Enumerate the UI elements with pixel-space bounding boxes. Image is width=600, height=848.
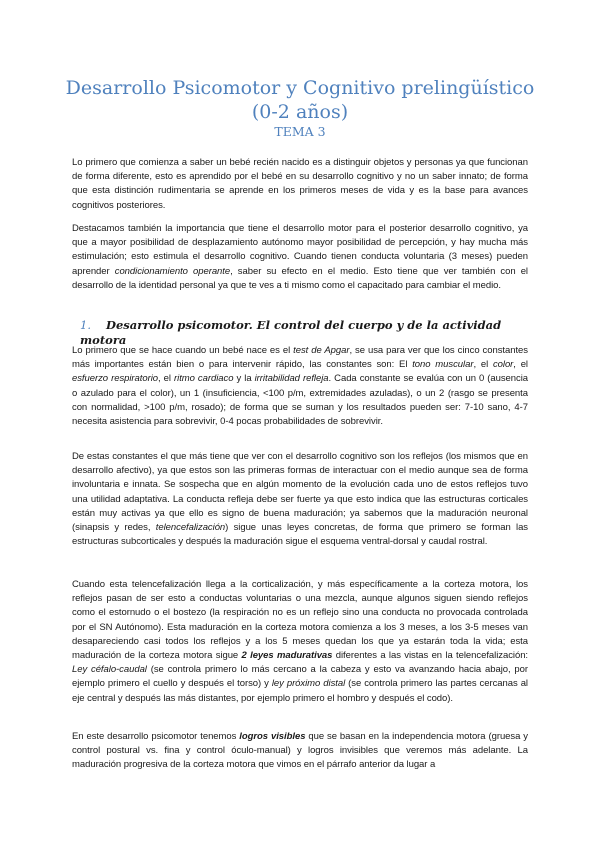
paragraph-text: Lo primero que se hace cuando un bebé nace es el xyxy=(72,345,294,356)
paragraph-text: , se usa para ver que los cinco constantes más importantes están bien o para intervenir rápido, las constantes son: El xyxy=(72,345,528,371)
paragraph-reflexes xyxy=(72,450,528,549)
section-heading-text: Desarrollo psicomotor. El control del cuerpo y de la actividad motora xyxy=(80,318,502,347)
paragraph-text: , el xyxy=(513,359,528,371)
emphasis-term: ley próximo distal xyxy=(271,678,346,690)
paragraph-corticalization xyxy=(72,578,528,706)
emphasis-term: esfuerzo respiratorio xyxy=(72,373,159,385)
paragraph-motor-importance xyxy=(72,222,528,293)
paragraph-text: De estas constantes el que más tiene que ver con el desarrollo cognitivo son los reflejos (los mismos que en desarrollo afectivo), ya que estos son las primeras formas de interactuar con el medio aunque sea de forma involuntaria e innata. Se sospecha que en algún momento de la evolución cada uno de estos reflejos tuvo una utilidad adaptativa. La conducta refleja debe ser fuerte ya que esto indica que las estructuras corticales están muy activas ya que ello es signo de buena maduración; ya sabemos que la maduración neuronal (sinapsis y redes, xyxy=(72,451,528,534)
emphasis-term: condicionamiento operante xyxy=(114,265,231,277)
document-title: Desarrollo Psicomotor y Cognitivo prelingüístico xyxy=(65,77,535,99)
paragraph-text: (se controla primero las partes cercanas al eje central y después las más distantes, por ejemplo primero el hombro y después el codo). xyxy=(72,678,528,704)
document-subtitle-tema: TEMA 3 xyxy=(274,124,326,139)
paragraph-text: ) sigue unas leyes concretas, de forma que primero se forman las estructuras subcorticales y después la maduración sigue el esquema ventral-dorsal y caudal rostral. xyxy=(72,522,528,548)
paragraph-motor-achievements xyxy=(72,730,528,773)
emphasis-term: Ley céfalo-caudal xyxy=(72,664,147,676)
emphasis-term: test de Apgar xyxy=(293,345,350,356)
paragraph-text: Cuando esta telencefalización llega a la corticalización, y más específicamente a la corteza motora, los reflejos pasan de ser esto a conductas voluntarias o una mezcla, aunque algunos siguen siendo reflejos como el estornudo o el bostezo (la respiración no es un reflejo sino una conducta no provocada controlada por el SN Autónomo). Esta maduración en la corteza motora comienza a los 3 meses, a los 3-5 meses van desapareciendo casi todos los reflejos y a los 5 meses quedan los que ya estarán toda la vida; esta maduración de la corteza motora sigue xyxy=(72,579,528,662)
paragraph-text: , saber su efecto en el medio. Esto tiene que ver también con el desarrollo de la identidad personal ya que te ves a ti mismo como el capacitado para cambiar el medio. xyxy=(72,265,528,291)
emphasis-term: telencefalización xyxy=(155,522,226,534)
emphasis-term: logros visibles xyxy=(239,731,306,742)
emphasis-term: irritabilidad refleja xyxy=(254,373,329,385)
paragraph-text: diferentes a las vistas en la telencefalización: xyxy=(332,650,529,662)
document-title-age-range: (0-2 años) xyxy=(251,101,349,123)
paragraph-text: En este desarrollo psicomotor tenemos xyxy=(72,731,240,742)
section-number: 1. xyxy=(80,318,91,332)
paragraph-text: y la xyxy=(233,373,255,385)
emphasis-term: tono muscular xyxy=(412,359,474,371)
paragraph-text: Destacamos también la importancia que tiene el desarrollo motor para el posterior desarrollo cognitivo, ya que a mayor posibilidad de desplazamiento autónomo mayor posibilidad de percepción, y hay mucha más estimulación; esto estimula el desarrollo cognitivo. Cuando tienen conducta voluntaria (3 meses) pueden aprender xyxy=(72,223,528,277)
paragraph-apgar xyxy=(72,344,528,429)
emphasis-term: color xyxy=(492,359,514,371)
paragraph-text: . Cada constante se evalúa con un 0 (ausencia o azulado para el color), un 1 (insuficiencia, <100 p/m, extremidades azuladas), o un 2 (rasgo se presenta con normalidad, >100 p/m, rosado); de forma que se suman y los resultados pueden ser: 7-10 sano, 4-7 necesita asistencia para sobrevivir, 0-4 pocas probabilidades de sobrevivir. xyxy=(72,373,529,428)
paragraph-text: , el xyxy=(158,373,175,385)
paragraph-text: , el xyxy=(473,359,493,371)
paragraph-text: que se basan en la independencia motora (gruesa y control postural vs. fina y control óculo-manual) y logros invisibles que veremos más adelante. La maduración progresiva de la corteza motora que vimos en el párrafo anterior da lugar a xyxy=(72,731,528,771)
paragraph-intro xyxy=(72,156,528,213)
emphasis-term: 2 leyes madurativas xyxy=(241,650,333,662)
paragraph-text: Lo primero que comienza a saber un bebé recién nacido es a distinguir objetos y personas ya que funcionan de forma diferente, esto es aprendido por el bebé en su desarrollo cognitivo y no un saber innato; de forma que esta distinción rudimentaria se aprende en los primeros meses de vida y es la base para avances cognitivos posteriores. xyxy=(72,157,528,211)
paragraph-text: (se controla primero lo más cercano a la cabeza y esto va avanzando hacia abajo, por ejemplo primero el cuello y después el torso) y xyxy=(72,664,528,690)
emphasis-term: ritmo cardiaco xyxy=(174,373,234,385)
